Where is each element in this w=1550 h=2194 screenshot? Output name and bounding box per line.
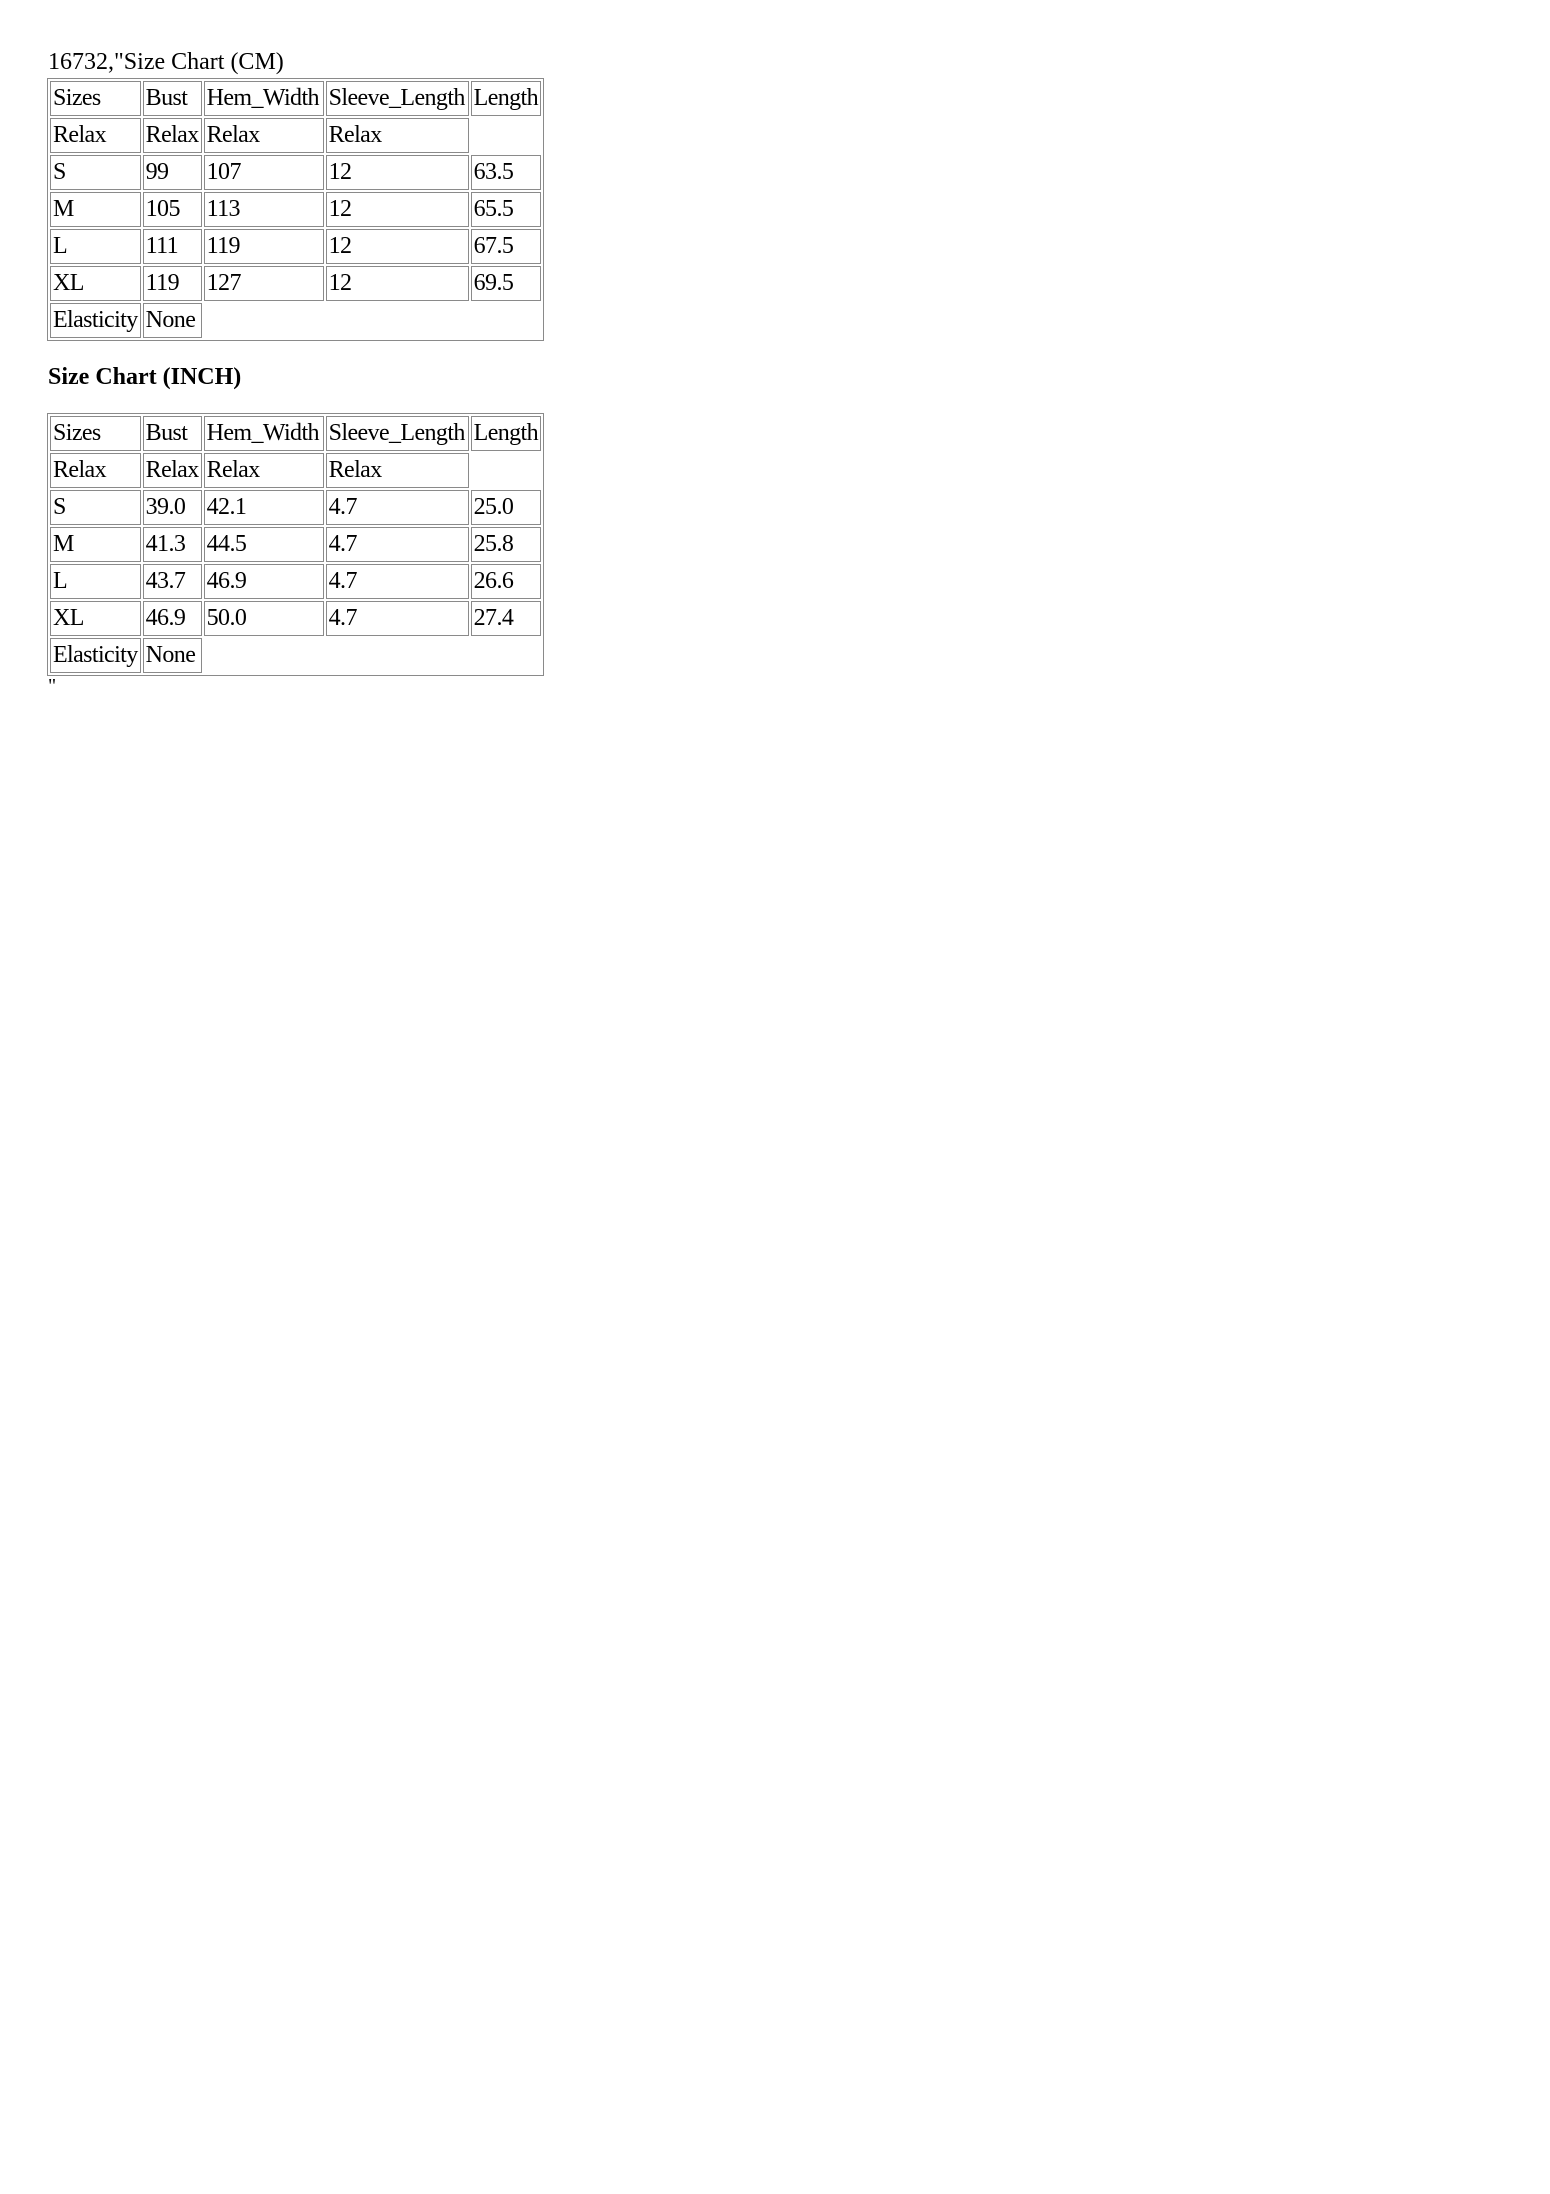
- table-cell: 25.8: [471, 527, 541, 562]
- table-cell: 27.4: [471, 601, 541, 636]
- elasticity-row: [50, 638, 541, 673]
- size-table-inch: [47, 413, 544, 676]
- closing-quote-text: ": [48, 675, 57, 697]
- table-cell: S: [50, 490, 141, 525]
- table-cell: Relax: [204, 118, 324, 153]
- table-header-row: [50, 81, 541, 116]
- table-row: [50, 266, 541, 301]
- table-cell: Relax: [326, 118, 469, 153]
- table-cell: M: [50, 192, 141, 227]
- empty-cell: [471, 303, 541, 338]
- table-cell: XL: [50, 266, 141, 301]
- relax-row: [50, 118, 541, 153]
- header-cell-sleeve-length: Sleeve_Length: [326, 416, 469, 451]
- empty-cell: [326, 638, 469, 673]
- table-cell: 63.5: [471, 155, 541, 190]
- table-cell: None: [143, 303, 202, 338]
- table-cell: XL: [50, 601, 141, 636]
- empty-cell: [471, 453, 541, 488]
- section-title-inch: Size Chart (INCH): [48, 364, 242, 390]
- table-cell: 69.5: [471, 266, 541, 301]
- table-cell: 12: [326, 155, 469, 190]
- table-row: [50, 490, 541, 525]
- table-cell: 113: [204, 192, 324, 227]
- table-cell: Relax: [143, 118, 202, 153]
- table-cell: Relax: [326, 453, 469, 488]
- table-row: [50, 601, 541, 636]
- table-cell: 127: [204, 266, 324, 301]
- table-row: [50, 564, 541, 599]
- table-cell: 42.1: [204, 490, 324, 525]
- table-cell: 46.9: [204, 564, 324, 599]
- table-cell: Elasticity: [50, 638, 141, 673]
- empty-cell: [204, 638, 324, 673]
- elasticity-row: [50, 303, 541, 338]
- header-cell-sleeve-length: Sleeve_Length: [326, 81, 469, 116]
- header-cell-hem-width: Hem_Width: [204, 81, 324, 116]
- table-cell: 39.0: [143, 490, 202, 525]
- table-cell: S: [50, 155, 141, 190]
- empty-cell: [471, 118, 541, 153]
- table-cell: 43.7: [143, 564, 202, 599]
- table-cell: 46.9: [143, 601, 202, 636]
- table-cell: 44.5: [204, 527, 324, 562]
- table-row: [50, 527, 541, 562]
- header-cell-bust: Bust: [143, 81, 202, 116]
- intro-text: 16732,"Size Chart (CM): [48, 49, 284, 75]
- table-cell: 67.5: [471, 229, 541, 264]
- table-cell: 4.7: [326, 527, 469, 562]
- table-cell: 4.7: [326, 490, 469, 525]
- table-cell: Relax: [50, 453, 141, 488]
- table-header-row: [50, 416, 541, 451]
- header-cell-length: Length: [471, 416, 541, 451]
- table-cell: 4.7: [326, 601, 469, 636]
- table-cell: 12: [326, 229, 469, 264]
- table-cell: 111: [143, 229, 202, 264]
- header-cell-length: Length: [471, 81, 541, 116]
- table-cell: 25.0: [471, 490, 541, 525]
- size-table-cm: [47, 78, 544, 341]
- header-cell-bust: Bust: [143, 416, 202, 451]
- table-cell: Relax: [50, 118, 141, 153]
- table-cell: 12: [326, 192, 469, 227]
- table-cell: 26.6: [471, 564, 541, 599]
- table-cell: 65.5: [471, 192, 541, 227]
- table-cell: 12: [326, 266, 469, 301]
- relax-row: [50, 453, 541, 488]
- table-cell: 107: [204, 155, 324, 190]
- table-cell: 119: [204, 229, 324, 264]
- table-row: [50, 192, 541, 227]
- table-cell: 41.3: [143, 527, 202, 562]
- table-cell: 105: [143, 192, 202, 227]
- empty-cell: [326, 303, 469, 338]
- table-cell: M: [50, 527, 141, 562]
- document-page: [48, 48, 544, 696]
- table-cell: Relax: [143, 453, 202, 488]
- table-row: [50, 229, 541, 264]
- header-cell-hem-width: Hem_Width: [204, 416, 324, 451]
- table-cell: Elasticity: [50, 303, 141, 338]
- empty-cell: [471, 638, 541, 673]
- header-cell-sizes: Sizes: [50, 416, 141, 451]
- table-cell: 99: [143, 155, 202, 190]
- table-cell: 50.0: [204, 601, 324, 636]
- table-cell: 4.7: [326, 564, 469, 599]
- table-cell: Relax: [204, 453, 324, 488]
- table-row: [50, 155, 541, 190]
- table-cell: L: [50, 564, 141, 599]
- table-cell: None: [143, 638, 202, 673]
- table-cell: 119: [143, 266, 202, 301]
- empty-cell: [204, 303, 324, 338]
- header-cell-sizes: Sizes: [50, 81, 141, 116]
- table-cell: L: [50, 229, 141, 264]
